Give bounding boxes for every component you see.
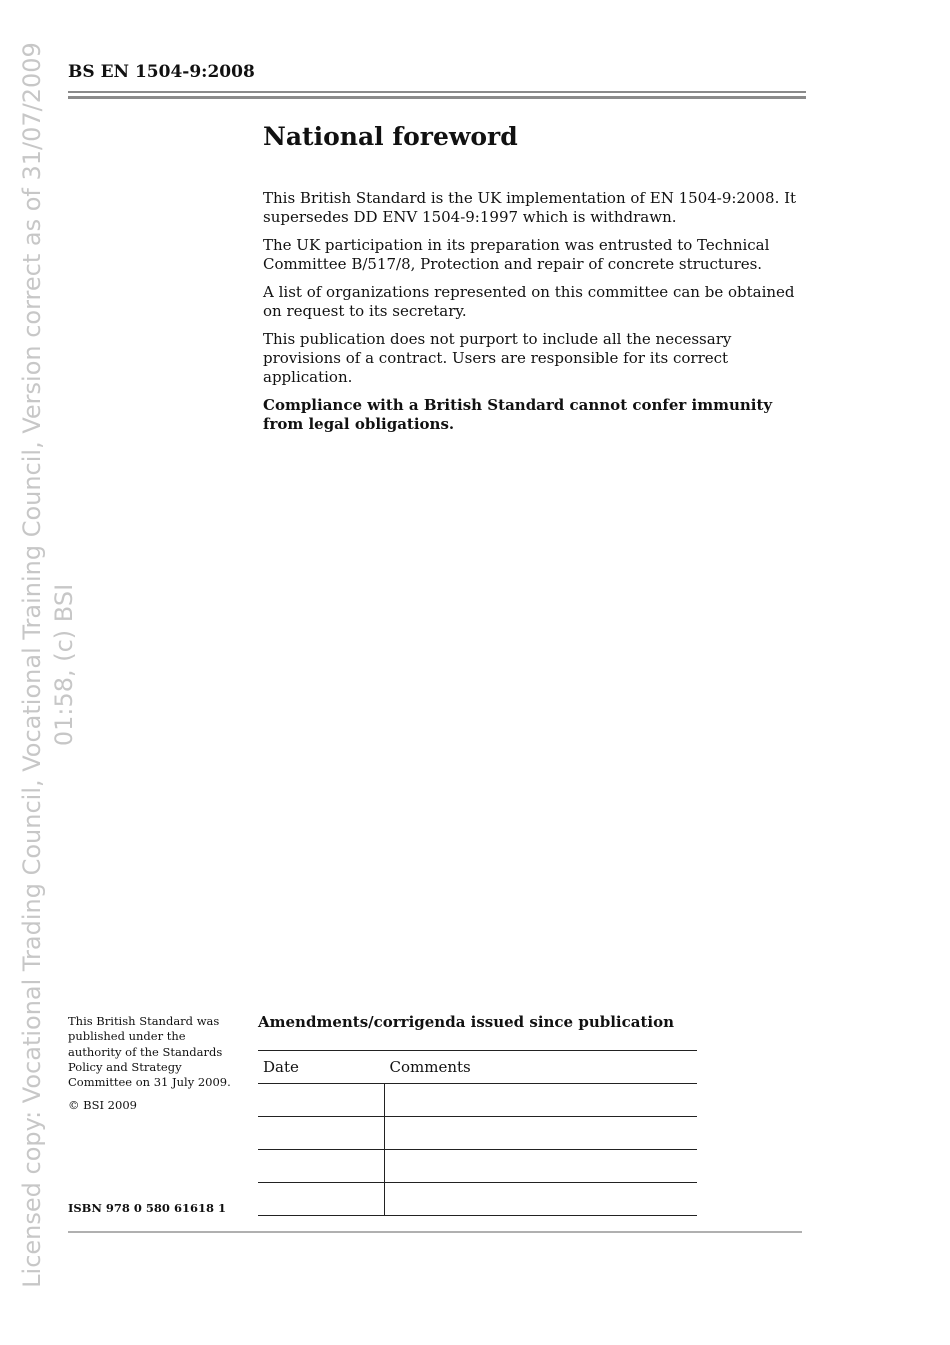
publication-note — [68, 1014, 233, 1122]
footer-rule — [68, 1231, 802, 1233]
publication-text: This British Standard was published under the authority of the Standards Policy and Strategy Committee on 31 July 2009. — [68, 1014, 231, 1090]
page-title: National foreword — [263, 122, 518, 151]
column-header-date: Date — [258, 1051, 385, 1084]
cell-date — [258, 1183, 385, 1216]
amendments-table — [258, 1050, 697, 1216]
table-row — [258, 1084, 697, 1117]
cell-date — [258, 1084, 385, 1117]
cell-comments — [385, 1117, 698, 1150]
watermark-text: Licensed copy: Vocational Trading Council, Vocational Training Council, Version correct as of 31/07/2009 01:58, (c) BSI — [18, 42, 78, 1288]
isbn: ISBN 978 0 580 61618 1 — [68, 1201, 226, 1215]
foreword-body — [263, 189, 808, 443]
table-row — [258, 1150, 697, 1183]
paragraph-participation: The UK participation in its preparation was entrusted to Technical Committee B/517/8, Protection and repair of concrete structures. — [263, 236, 770, 273]
paragraph-compliance: Compliance with a British Standard cannot confer immunity from legal obligations. — [263, 396, 773, 433]
paragraph-implementation: This British Standard is the UK implementation of EN 1504-9:2008. It supersedes DD ENV 1504-9:1997 which is withdrawn. — [263, 189, 797, 226]
paragraph-provisions: This publication does not purport to include all the necessary provisions of a contract. Users are responsible for its correct application. — [263, 330, 732, 386]
header-rule — [68, 91, 806, 93]
amendments-title: Amendments/corrigenda issued since publication — [258, 1013, 674, 1031]
cell-date — [258, 1117, 385, 1150]
cell-date — [258, 1150, 385, 1183]
cell-comments — [385, 1150, 698, 1183]
copyright-notice: © BSI 2009 — [68, 1098, 137, 1113]
table-row — [258, 1183, 697, 1216]
cell-comments — [385, 1183, 698, 1216]
watermark — [0, 0, 78, 1345]
amendments-header-row — [258, 1051, 697, 1084]
cell-comments — [385, 1084, 698, 1117]
paragraph-organizations: A list of organizations represented on this committee can be obtained on request to its secretary. — [263, 283, 795, 320]
document-id: BS EN 1504-9:2008 — [68, 62, 255, 82]
table-row — [258, 1117, 697, 1150]
header-rule-thick — [68, 96, 806, 99]
column-header-comments: Comments — [385, 1051, 698, 1084]
